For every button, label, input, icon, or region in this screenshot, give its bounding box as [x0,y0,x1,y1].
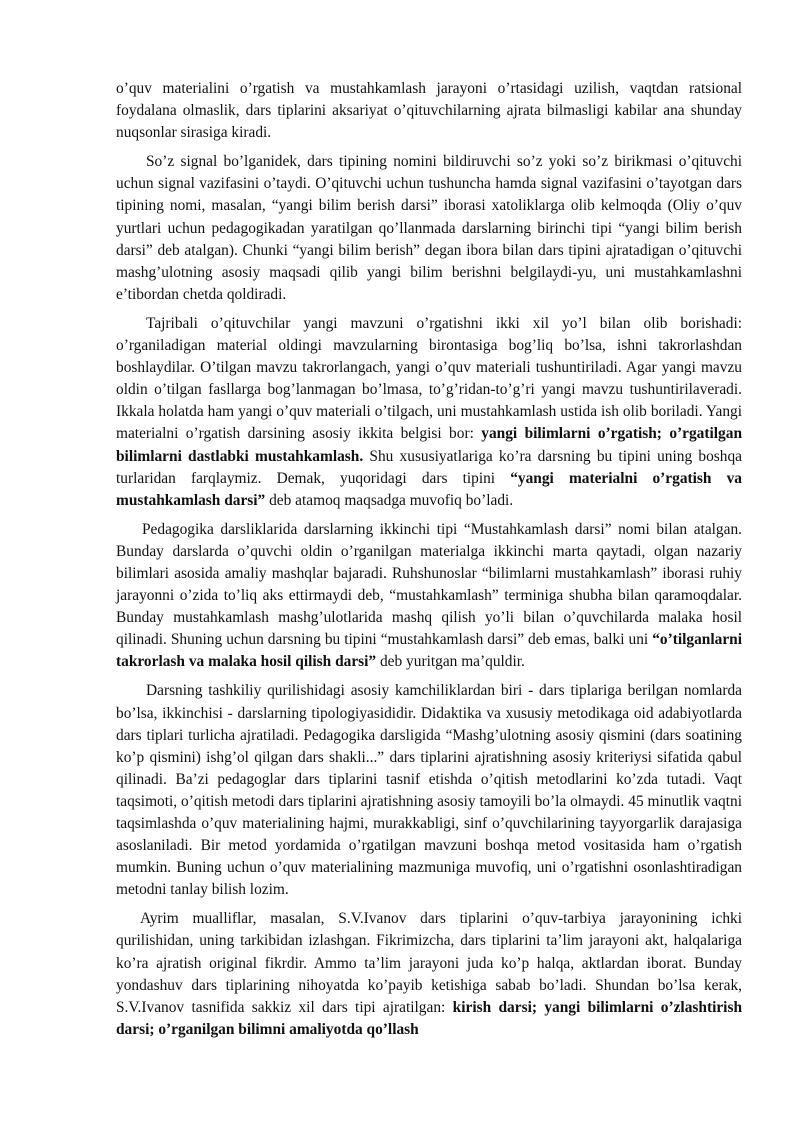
text-run: deb yuritgan ma’quldir. [376,653,525,671]
text-run: Shu xususiyatlariga ko’ra darsning bu tipini uning boshqa turlaridan farqlaymiz. Demak, yuqoridagi dars tipini [116,447,742,487]
text-run: Darsning tashkiliy qurilishidagi asosiy kamchiliklardan biri - dars tiplariga berilgan nomlarda bo’lsa, ikkinchisi - darslarning tipologiyasididir. Didaktika va xususiy metodikaga oid adabiyotlarda dars tiplari turlicha ajratiladi. Pedagogika darsligida “Mashg’ulotning asosiy qismini (dars soatining ko’p qismini) ishg’ol qilgan dars shakli...” dars tiplarini ajratishning asosiy kriteriysi sifatida qabul qilinadi. Ba’zi pedagoglar dars tiplarini tasnif etishda o’qitish metodlarini ko’zda tutadi. Vaqt taqsimoti, o’qitish metodi dars tiplarini ajratishning asosiy tamoyili bo’la olmaydi. 45 minutlik vaqtni taqsimlashda o’quv materialining hajmi, murakkabligi, sinf o’quvchilarining tayyorgarlik darajasiga asoslaniladi. Bir metod yordamida o’rgatilgan mavzuni boshqa metod vositasida ham o’rgatish mumkin. Buning uchun o’quv materialining mazmuniga muvofiq, uni o’rgatishni osonlashtiradigan metodni tanlay bilish lozim. [116,682,742,899]
paragraph-3 [116,313,742,512]
paragraph-5 [116,680,742,901]
bold-text-run: “yangi materialni o’rgatish va mustahkamlash darsi” [116,469,742,509]
text-run: o’quv materialini o’rgatish va mustahkamlash jarayoni o’rtasidagi uzilish, vaqtdan ratsional foydalana olmaslik, dars tiplarini aksariyat o’qituvchilarning ajrata bilmasligi kabilar ana shunday nuqsonlar sirasiga kiradi. [116,80,742,142]
text-run: Pedagogika darsliklarida darslarning ikkinchi tipi “Mustahkamlash darsi” nomi bilan atalgan. Bunday darslarda o’quvchi oldin o’rganilgan materialga ikkinchi marta qaytadi, olgan nazariy bilimlari asosida amaliy mashqlar bajaradi. Ruhshunoslar “bilimlarni mustahkamlash” iborasi ruhiy jarayonni o’zida to’liq aks ettirmaydi deb, “mustahkamlash” terminiga shubha bilan qaramoqdalar. Bunday mustahkamlash mashg’ulotlarida mashq qilish yo’li bilan o’quvchilarda malaka hosil qilinadi. Shuning uchun darsning bu tipini “mustahkamlash darsi” deb emas, balki uni [116,520,742,649]
bold-text-run: “o’tilganlarni takrorlash va malaka hosil qilish darsi” [116,631,742,671]
paragraph-2 [116,151,742,306]
bold-text-run: kirish darsi; yangi bilimlarni o’zlashtirish darsi; o’rganilgan bilimni amaliyotda qo’llash [116,998,743,1038]
paragraph-6 [116,908,742,1041]
paragraph-1 [116,78,742,144]
text-run: Ayrim mualliflar, masalan, S.V.Ivanov dars tiplarini o’quv-tarbiya jarayonining ichki qurilishidan, uning tarkibidan izlashgan. Fikrimizcha, dars tiplarini ta’lim jarayoni akt, halqalariga ko’ra ajratish original fikrdir. Ammo ta’lim jarayoni juda ko’p halqa, aktlardan iborat. Bunday yondashuv dars tiplarining nihoyatda ko’payib ketishiga sabab bo’ladi. Shundan bo’lsa kerak, S.V.Ivanov tasnifida sakkiz xil dars tipi ajratilgan: [116,910,742,1016]
text-run: deb atamoq maqsadga muvofiq bo’ladi. [265,491,514,509]
text-run: Tajribali o’qituvchilar yangi mavzuni o’rgatishni ikki xil yo’l bilan olib borishadi: o’rganiladigan material oldingi mavzularning birontasiga bog’liq bo’lsa, ishni takrorlashdan boshlaydilar. O’tilgan mavzu takrorlangach, yangi o’quv materiali tushuntiriladi. Agar yangi mavzu oldin o’tilgan fasllarga bog’lanmagan bo’lmasa, to’g’ridan-to’g’ri yangi mavzu tushuntirilaveradi. Ikkala holatda ham yangi o’quv materiali o’tilgach, uni mustahkamlash ustida ish olib boriladi. Yangi materialni o’rgatish darsining asosiy ikkita belgisi bor: [116,314,742,443]
bold-text-run: yangi bilimlarni o’rgatish; o’rgatilgan bilimlarni dastlabki mustahkamlash. [116,425,742,465]
paragraph-4 [116,519,742,674]
text-run: So’z signal bo’lganidek, dars tipining nomini bildiruvchi so’z yoki so’z birikmasi o’qituvchi uchun signal vazifasini o’taydi. O’qituvchi uchun tushuncha hamda signal vazifasini o’tayotgan dars tipining nomi, masalan, “yangi bilim berish darsi” iborasi xatoliklarga olib kelmoqda (Oliy o’quv yurtlari uchun pedagogikadan yaratilgan qo’llanmada darslarning birinchi tipi “yangi bilim berish darsi” deb atalgan). Chunki “yangi bilim berish” degan ibora bilan dars tipini ajratadigan o’qituvchi mashg’ulotning asosiy maqsadi qilib yangi bilim berishni belgilaydi-yu, uni mustahkamlashni e’tibordan chetda qoldiradi. [116,153,742,303]
